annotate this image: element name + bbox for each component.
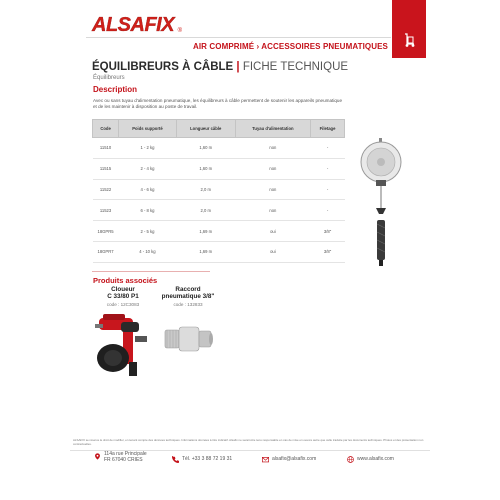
location-pin-icon	[94, 453, 101, 460]
table-row	[93, 200, 345, 221]
table-row	[93, 241, 345, 262]
phone-number[interactable]: Tél. +33 3 88 72 19 31	[182, 456, 233, 462]
table-cell: -	[311, 200, 345, 221]
table-cell: 4 - 6 kg	[119, 179, 177, 200]
table-cell: 2,0 m	[176, 200, 235, 221]
table-cell: oui	[235, 221, 310, 242]
alsafix-logo	[92, 14, 182, 36]
table-cell: non	[235, 138, 310, 159]
table-cell: non	[235, 200, 310, 221]
table-cell: -	[311, 158, 345, 179]
table-row	[93, 138, 345, 159]
category-tab	[392, 0, 426, 58]
table-cell: 11515	[93, 158, 119, 179]
page-subtitle: Équilibreurs	[93, 75, 125, 81]
table-header-row	[93, 120, 345, 138]
cable-balancer-image	[356, 138, 406, 268]
header-divider	[86, 37, 391, 38]
phone-icon	[172, 456, 179, 463]
table-cell: 3/8"	[311, 241, 345, 262]
table-cell: -	[311, 138, 345, 159]
table-cell: oui	[235, 241, 310, 262]
column-header: Code	[93, 120, 119, 138]
breadcrumb[interactable]: AIR COMPRIMÉ › ACCESSOIRES PNEUMATIQUES	[192, 42, 388, 51]
address-line: 114a rue Principale	[104, 451, 147, 457]
table-cell: 11523	[93, 200, 119, 221]
table-row	[93, 179, 345, 200]
table-row	[93, 158, 345, 179]
product-name-line: Raccord	[175, 286, 201, 293]
spec-table	[92, 119, 345, 263]
description-heading: Description	[93, 85, 138, 94]
associated-products-heading: Produits associés	[93, 276, 158, 285]
product-name[interactable]	[93, 287, 153, 301]
globe-icon	[347, 456, 354, 463]
product-code: code : 132833	[173, 302, 203, 307]
table-cell: 4 - 10 kg	[119, 241, 177, 262]
product-name-line: C 33/80 P1	[107, 292, 139, 300]
hand-truck-icon	[401, 32, 417, 48]
description-text: Avec ou sans tuyau d'alimentation pneumatique, les équilibreurs à câble permettent de soutenir les appareils pneumatique et de les maintenir à disposition au poste de travail.	[93, 98, 343, 110]
section-divider	[92, 271, 210, 272]
address-line: FR 67040 CRIES	[104, 457, 143, 463]
product-name-line: Cloueur	[111, 286, 135, 293]
column-header: Longueur câble	[176, 120, 235, 138]
page-title-main: ÉQUILIBREURS À CÂBLE	[92, 61, 234, 73]
page-title-sub: FICHE TECHNIQUE	[242, 61, 349, 73]
column-header: Tuyau d'alimentation	[235, 120, 310, 138]
table-cell: 6 - 8 kg	[119, 200, 177, 221]
page-title	[92, 61, 348, 73]
table-cell: 1,69 m	[176, 221, 235, 242]
table-cell: 1 - 2 kg	[119, 138, 177, 159]
title-separator: |	[236, 61, 240, 73]
pneumatic-coupler-image[interactable]	[163, 322, 215, 356]
product-name-line: pneumatique 3/8"	[161, 292, 215, 300]
email-icon	[262, 456, 269, 463]
table-cell: 1,69 m	[176, 241, 235, 262]
email-address[interactable]: alsafix@alsafix.com	[272, 456, 317, 462]
table-cell: 2,0 m	[176, 179, 235, 200]
product-code: code : 12C3083	[106, 302, 140, 307]
table-cell: 1,60 m	[176, 138, 235, 159]
website-link[interactable]: www.alsafix.com	[357, 456, 394, 462]
logo-text: ALSAFIX	[92, 14, 175, 36]
product-name[interactable]	[158, 287, 218, 301]
registered-mark: ®	[177, 28, 182, 34]
legal-disclaimer: ALSAFIX se réserve le droit de modifier, en tenant compte des données techniques. Informations données à titre indicatif. Alsafix ne serait être tenu responsable en cas de mise en oeuvre autre que celle traduite par les documents techniques. Photos et des présentation non contractuelles.	[73, 438, 424, 446]
table-cell: 11522	[93, 179, 119, 200]
table-cell: 2 - 4 kg	[119, 158, 177, 179]
table-cell: 18GPR5	[93, 221, 119, 242]
table-cell: 18GPR7	[93, 241, 119, 262]
table-cell: 2 - 5 kg	[119, 221, 177, 242]
column-header: Filetage	[311, 120, 345, 138]
table-cell: 3/8"	[311, 221, 345, 242]
column-header: Poids supporté	[119, 120, 177, 138]
table-cell: -	[311, 179, 345, 200]
table-cell: non	[235, 179, 310, 200]
coil-nailer-image[interactable]	[93, 310, 155, 382]
table-cell: non	[235, 158, 310, 179]
table-cell: 11510	[93, 138, 119, 159]
table-row	[93, 221, 345, 242]
table-cell: 1,60 m	[176, 158, 235, 179]
